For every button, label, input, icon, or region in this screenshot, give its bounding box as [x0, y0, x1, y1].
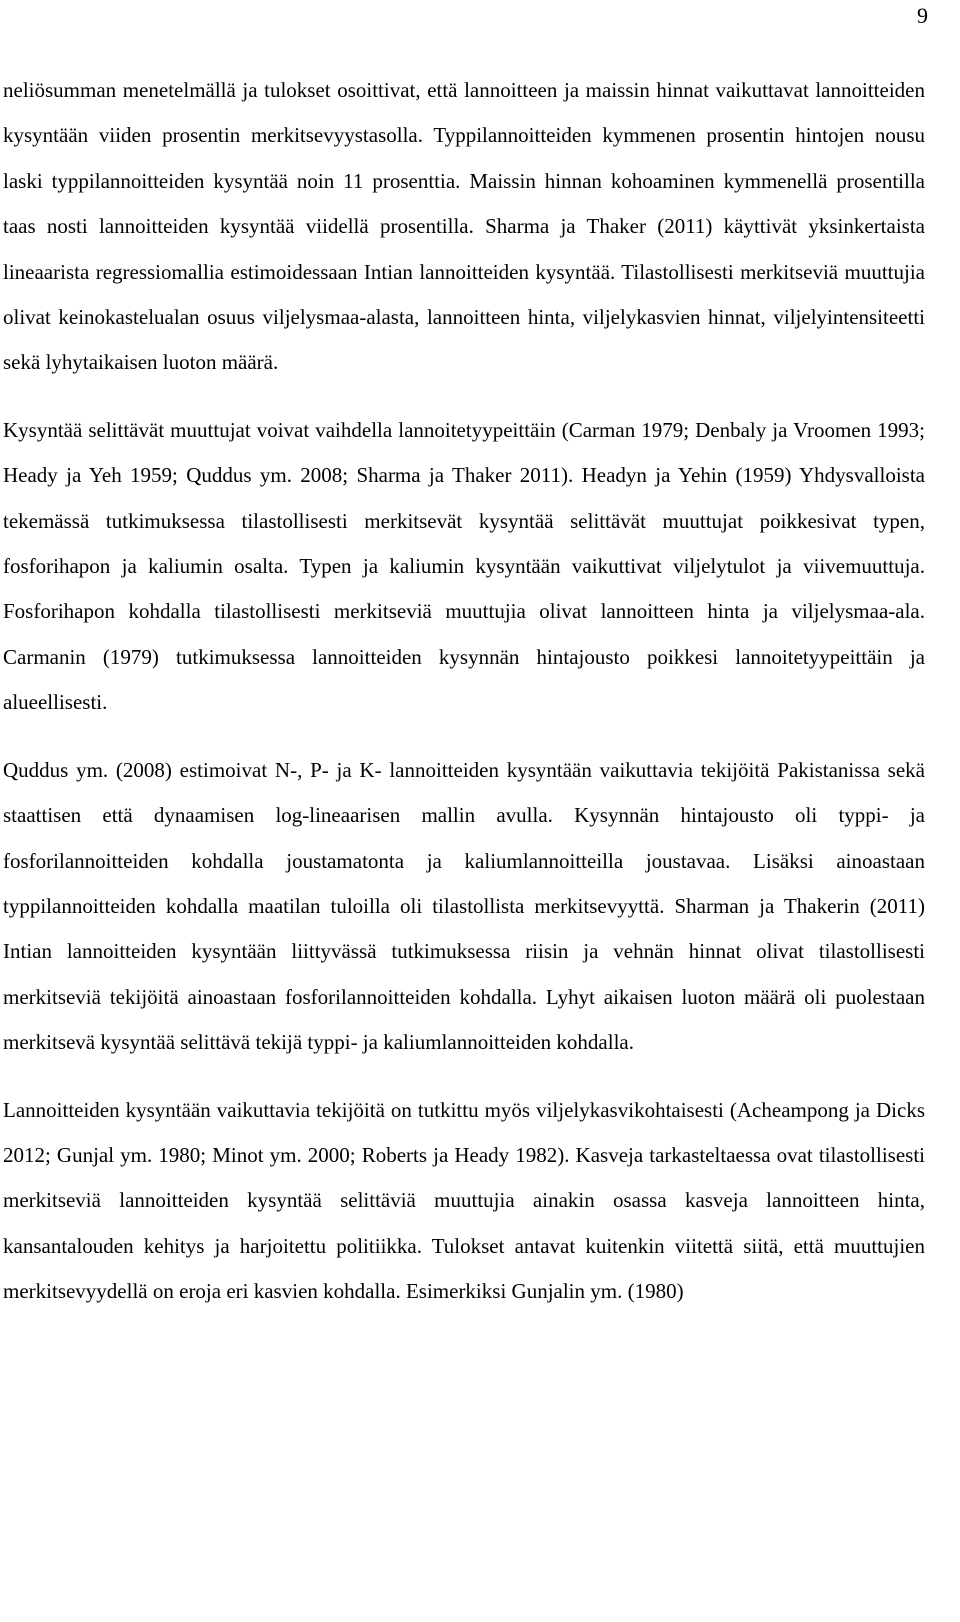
paragraph-crop-specific-studies: Lannoitteiden kysyntään vaikuttavia tekijöitä on tutkittu myös viljelykasvikohtaisesti (Acheampong ja Dicks 2012; Gunjal ym. 1980; Minot ym. 2000; Roberts ja Heady 1982). Kasveja tarkasteltaessa ovat tilastollisesti merkitseviä lannoitteiden kysyntää selittäviä muuttujia ainakin osassa kasveja lannoitteen hinta, kansantalouden kehitys ja harjoitettu politiikka. Tulokset antavat kuitenkin viitettä siitä, että muuttujien merkitsevyydellä on eroja eri kasvien kohdalla. Esimerkiksi Gunjalin ym. (1980) — [3, 1097, 925, 1304]
paragraph-variables-by-fertilizer-type: Kysyntää selittävät muuttujat voivat vaihdella lannoitetyypeittäin (Carman 1979; Denbaly ja Vroomen 1993; Heady ja Yeh 1959; Quddus ym. 2008; Sharma ja Thaker 2011). Headyn ja Yehin (1959) Yhdysvalloista tekemässä tutkimuksessa tilastollisesti merkitsevät kysyntää selittävät muuttujat poikkesivat typen, fosforihapon ja kaliumin osalta. Typen ja kaliumin kysyntään vaikuttivat viljelytulot ja viivemuuttuja. Fosforihapon kohdalla tilastollisesti merkitseviä muuttujia olivat lannoitteen hinta ja viljelysmaa-ala. Carmanin (1979) tutkimuksessa lannoitteiden kysynnän hintajousto poikkesi lannoitetyypeittäin ja alueellisesti. — [3, 417, 925, 715]
paragraph-quddus-pakistan-study: Quddus ym. (2008) estimoivat N-, P- ja K- lannoitteiden kysyntään vaikuttavia tekijöitä Pakistanissa sekä staattisen että dynaamisen log-lineaarisen mallin avulla. Kysynnän hintajousto oli typpi- ja fosforilannoitteiden kohdalla joustamatonta ja kaliumlannoitteilla joustavaa. Lisäksi ainoastaan typpilannoitteiden kohdalla maatilan tuloilla oli tilastollista merkitsevyyttä. Sharman ja Thakerin (2011) Intian lannoitteiden kysyntään liittyvässä tutkimuksessa riisin ja vehnän hinnat olivat tilastollisesti merkitseviä tekijöitä ainoastaan fosforilannoitteiden kohdalla. Lyhyt aikaisen luoton määrä oli puolestaan merkitsevä kysyntää selittävä tekijä typpi- ja kaliumlannoitteiden kohdalla. — [3, 757, 925, 1055]
body-text — [3, 68, 925, 1315]
paragraph-fertilizer-demand-estimates: neliösumman menetelmällä ja tulokset osoittivat, että lannoitteen ja maissin hinnat vaikuttavat lannoitteiden kysyntään viiden prosentin merkitsevyystasolla. Typpilannoitteiden kymmenen prosentin hintojen nousu laski typpilannoitteiden kysyntää noin 11 prosenttia. Maissin hinnan kohoaminen kymmenellä prosentilla taas nosti lannoitteiden kysyntää viidellä prosentilla. Sharma ja Thaker (2011) käyttivät yksinkertaista lineaarista regressiomallia estimoidessaan Intian lannoitteiden kysyntää. Tilastollisesti merkitseviä muuttujia olivat keinokastelualan osuus viljelysmaa-alasta, lannoitteen hinta, viljelykasvien hinnat, viljelyintensiteetti sekä lyhytaikaisen luoton määrä. — [3, 78, 925, 375]
page-number: 9 — [917, 3, 928, 28]
